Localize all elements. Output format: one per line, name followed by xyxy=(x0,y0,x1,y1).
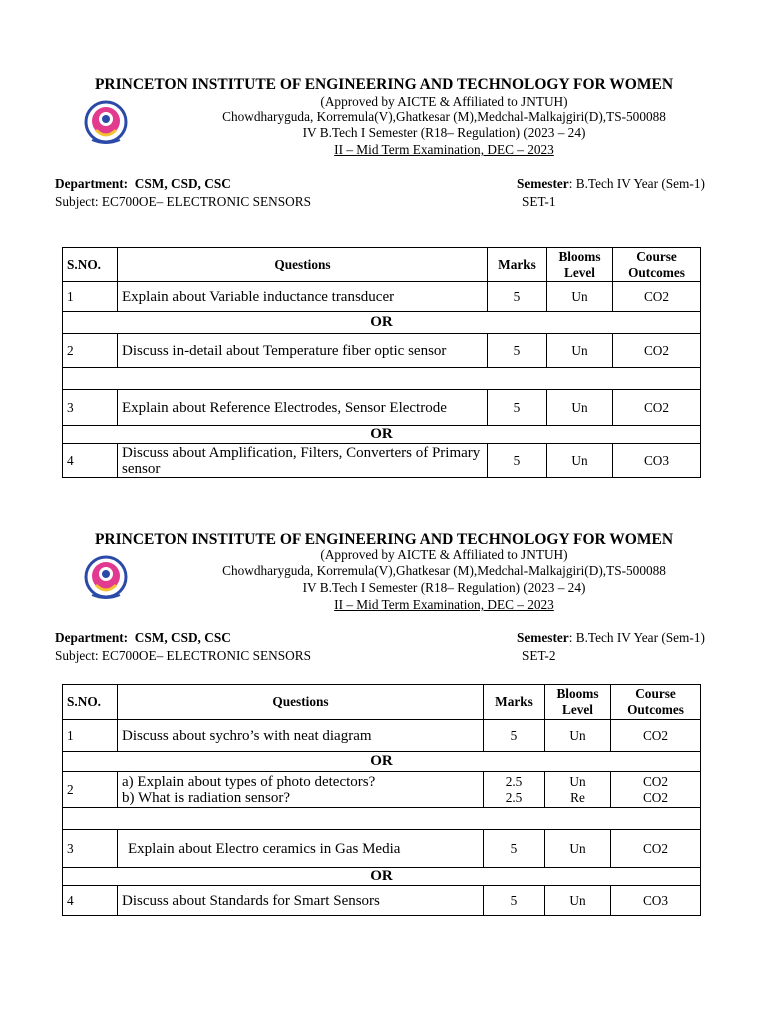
institute-name: PRINCETON INSTITUTE OF ENGINEERING AND TECHNOLOGY FOR WOMEN xyxy=(94,76,674,93)
semester-label: Semester xyxy=(517,630,569,645)
or-row xyxy=(63,752,701,772)
question-sno: 3 xyxy=(63,390,118,426)
question-sno: 3 xyxy=(63,830,118,868)
or-row xyxy=(63,426,701,444)
question-co: CO3 xyxy=(611,886,701,916)
table-row xyxy=(63,886,701,916)
sub-question-b-marks: 2.5 xyxy=(505,789,523,805)
sub-question-a-marks: 2.5 xyxy=(505,773,523,789)
department-value: CSM, CSD, CSC xyxy=(134,630,231,645)
college-logo-icon xyxy=(82,100,130,146)
question-text: Discuss about sychro’s with neat diagram xyxy=(118,720,484,752)
sub-question-b: b) What is radiation sensor? xyxy=(122,789,291,806)
sub-question-a-level: Un xyxy=(569,773,586,789)
semester-field xyxy=(517,176,705,192)
question-marks: 5 xyxy=(484,886,545,916)
spacer-row xyxy=(63,808,701,830)
questions-table xyxy=(62,247,701,478)
set-label: SET-1 xyxy=(522,194,556,209)
question-co xyxy=(611,772,701,808)
question-co: CO2 xyxy=(613,282,701,312)
table-row xyxy=(63,334,701,368)
table-row xyxy=(63,282,701,312)
question-sno: 4 xyxy=(63,444,118,478)
question-marks: 5 xyxy=(488,444,547,478)
address-line: Chowdharyguda, Korremula(V),Ghatkesar (M),Medchal-Malkajgiri(D),TS-500088 xyxy=(222,563,666,578)
question-level: Un xyxy=(545,886,611,916)
or-row xyxy=(63,868,701,886)
question-text-multi xyxy=(118,772,484,808)
department-field xyxy=(55,630,231,646)
table-header-row xyxy=(63,685,701,720)
table-row xyxy=(63,390,701,426)
semester-value: : B.Tech IV Year (Sem-1) xyxy=(568,176,705,191)
header-blooms-level: Blooms Level xyxy=(547,248,613,282)
table-row xyxy=(63,830,701,868)
question-sno: 2 xyxy=(63,772,118,808)
question-level: Un xyxy=(547,334,613,368)
question-co: CO3 xyxy=(613,444,701,478)
header-questions: Questions xyxy=(118,248,488,282)
question-level: Un xyxy=(547,444,613,478)
semester-value: : B.Tech IV Year (Sem-1) xyxy=(568,630,705,645)
or-label: OR xyxy=(63,752,701,772)
exam-line: II – Mid Term Examination, DEC – 2023 xyxy=(334,597,554,612)
question-co: CO2 xyxy=(613,390,701,426)
question-level: Un xyxy=(547,390,613,426)
header-blooms-level: Blooms Level xyxy=(545,685,611,720)
question-text: Discuss in-detail about Temperature fiber optic sensor xyxy=(118,334,488,368)
question-marks: 5 xyxy=(488,282,547,312)
table-row xyxy=(63,720,701,752)
question-marks: 5 xyxy=(484,720,545,752)
question-text: Explain about Electro ceramics in Gas Media xyxy=(118,830,484,868)
header-course-outcomes: Course Outcomes xyxy=(613,248,701,282)
institute-name: PRINCETON INSTITUTE OF ENGINEERING AND TECHNOLOGY FOR WOMEN xyxy=(94,531,674,548)
table-row xyxy=(63,772,701,808)
question-co: CO2 xyxy=(613,334,701,368)
question-marks xyxy=(484,772,545,808)
college-logo-icon xyxy=(82,555,130,601)
sub-question-a-co: CO2 xyxy=(642,773,669,789)
approval-line: (Approved by AICTE & Affiliated to JNTUH) xyxy=(320,94,568,109)
semester-field xyxy=(517,630,705,646)
header-course-outcomes: Course Outcomes xyxy=(611,685,701,720)
question-marks: 5 xyxy=(488,390,547,426)
table-header-row xyxy=(63,248,701,282)
department-label: Department: xyxy=(55,630,129,645)
approval-line: (Approved by AICTE & Affiliated to JNTUH) xyxy=(320,547,568,562)
or-label: OR xyxy=(63,426,701,444)
sub-question-b-co: CO2 xyxy=(642,789,669,805)
header-marks: Marks xyxy=(484,685,545,720)
header-marks: Marks xyxy=(488,248,547,282)
question-co: CO2 xyxy=(611,830,701,868)
question-sno: 4 xyxy=(63,886,118,916)
or-label: OR xyxy=(63,312,701,334)
or-row xyxy=(63,312,701,334)
question-text: Explain about Variable inductance transducer xyxy=(118,282,488,312)
header-sno: S.NO. xyxy=(63,248,118,282)
spacer-row xyxy=(63,368,701,390)
exam-line: II – Mid Term Examination, DEC – 2023 xyxy=(334,142,554,157)
header-sno: S.NO. xyxy=(63,685,118,720)
department-label: Department: xyxy=(55,176,129,191)
subject-line: Subject: EC700OE– ELECTRONIC SENSORS xyxy=(55,648,311,663)
question-level xyxy=(545,772,611,808)
table-row xyxy=(63,444,701,478)
semester-line: IV B.Tech I Semester (R18– Regulation) (2023 – 24) xyxy=(302,125,586,140)
header-questions: Questions xyxy=(118,685,484,720)
semester-line: IV B.Tech I Semester (R18– Regulation) (2023 – 24) xyxy=(302,580,586,595)
question-sno: 1 xyxy=(63,720,118,752)
sub-question-b-level: Re xyxy=(570,789,585,805)
questions-table xyxy=(62,684,701,916)
subject-line: Subject: EC700OE– ELECTRONIC SENSORS xyxy=(55,194,311,209)
question-marks: 5 xyxy=(484,830,545,868)
set-label: SET-2 xyxy=(522,648,556,663)
question-level: Un xyxy=(545,830,611,868)
question-co: CO2 xyxy=(611,720,701,752)
department-field xyxy=(55,176,231,192)
question-marks: 5 xyxy=(488,334,547,368)
semester-label: Semester xyxy=(517,176,569,191)
question-text: Discuss about Amplification, Filters, Converters of Primary sensor xyxy=(118,444,488,478)
question-sno: 1 xyxy=(63,282,118,312)
question-level: Un xyxy=(545,720,611,752)
question-level: Un xyxy=(547,282,613,312)
question-text: Discuss about Standards for Smart Sensors xyxy=(118,886,484,916)
or-label: OR xyxy=(63,868,701,886)
department-value: CSM, CSD, CSC xyxy=(134,176,231,191)
sub-question-a: a) Explain about types of photo detectors? xyxy=(122,773,376,790)
address-line: Chowdharyguda, Korremula(V),Ghatkesar (M),Medchal-Malkajgiri(D),TS-500088 xyxy=(222,109,666,124)
question-sno: 2 xyxy=(63,334,118,368)
question-text: Explain about Reference Electrodes, Sensor Electrode xyxy=(118,390,488,426)
